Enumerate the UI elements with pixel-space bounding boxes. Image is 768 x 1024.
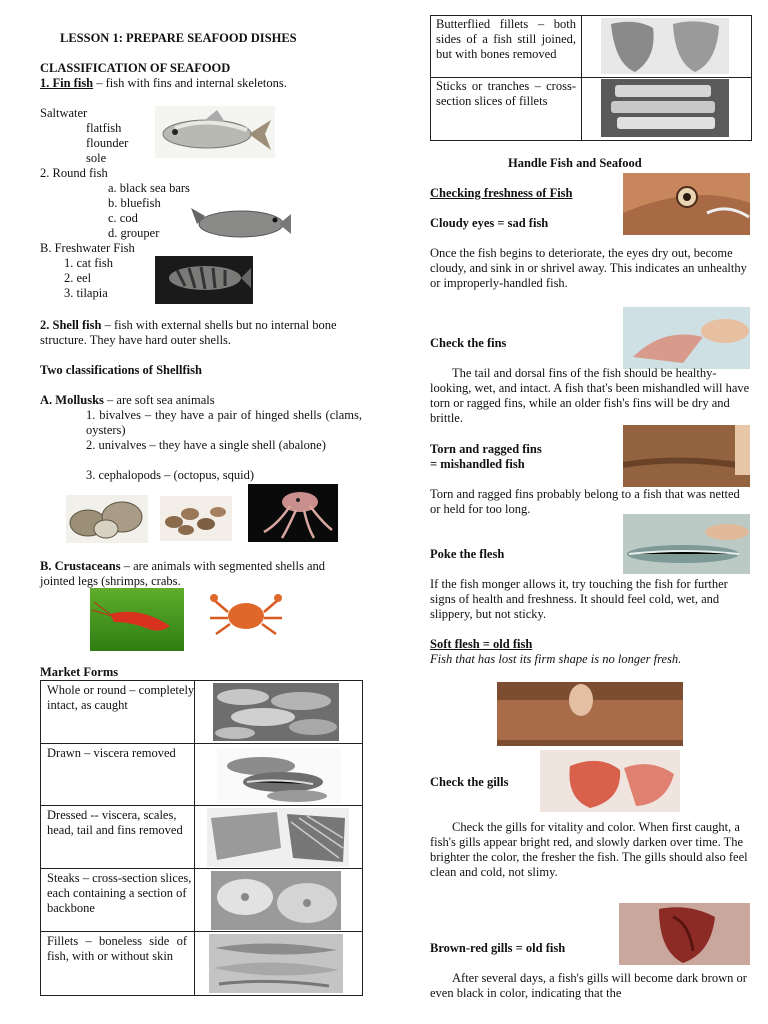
list-item: 1. cat fish <box>64 256 113 270</box>
fish-fins-image <box>623 307 750 369</box>
table-cell: Drawn – viscera removed <box>47 746 176 760</box>
table-cell: Fillets – boneless side of fish, with or without skin <box>47 934 187 963</box>
mollusks-def: – are soft sea animals <box>103 393 215 407</box>
table-cell: Steaks – cross-section slices, each containing a section of backbone <box>47 871 192 915</box>
brown-gills-text: After several days, a fish's gills will become dark brown or even black in color, indicating that the <box>430 971 747 1000</box>
fillets-image <box>209 934 343 993</box>
gills-image <box>540 750 680 812</box>
torn-fins-heading-2: = mishandled fish <box>430 457 525 471</box>
table-row <box>41 681 362 743</box>
clams-image <box>160 496 232 541</box>
poke-flesh-text: If the fish monger allows it, try touching the fish for further signs of health and freshness. It should feel cold, wet, and slippery, but not sticky. <box>430 577 728 621</box>
fish-eye-image <box>623 173 750 235</box>
mollusks-line <box>40 393 215 408</box>
brown-gills-heading: Brown-red gills = old fish <box>430 941 566 955</box>
saltwater-fish-image <box>155 106 275 158</box>
list-item: d. grouper <box>108 226 160 240</box>
drawn-fish-image <box>217 748 341 804</box>
soft-flesh-heading: Soft flesh = old fish <box>430 637 533 651</box>
freshwater-label: B. Freshwater Fish <box>40 241 135 255</box>
fish-sticks-image <box>601 79 729 137</box>
classification-heading: CLASSIFICATION OF SEAFOOD <box>40 61 231 75</box>
fin-fish-label: 1. Fin fish <box>40 76 94 90</box>
crustaceans-paragraph <box>40 559 362 589</box>
check-fins-text: The tail and dorsal fins of the fish should be healthy-looking, wet, and intact. A fish that's been mishandled will have torn or ragged fins, while an older fish's fins will be dry and brittle. <box>430 366 750 425</box>
soft-flesh-image <box>497 682 683 746</box>
two-classifications-heading: Two classifications of Shellfish <box>40 363 202 377</box>
oysters-image <box>66 495 148 543</box>
handle-heading: Handle Fish and Seafood <box>508 156 642 170</box>
table-cell: Butterflied fillets – both sides of a fish still joined, but with bones removed <box>436 17 576 61</box>
shell-fish-def: – fish with external shells but no internal bone structure. They have hard outer shells. <box>40 318 337 347</box>
crustaceans-def: – are animals with segmented shells and jointed legs (shrimps, crabs. <box>40 559 326 588</box>
torn-fins-heading-1: Torn and ragged fins <box>430 442 542 456</box>
poke-flesh-image <box>623 514 750 574</box>
mollusks-label: A. Mollusks <box>40 393 104 407</box>
list-item: 2. univalves – they have a single shell (abalone) <box>86 438 326 452</box>
shell-fish-paragraph <box>40 318 362 348</box>
freshness-heading: Checking freshness of Fish <box>430 186 573 200</box>
table-row <box>41 805 362 869</box>
list-item: 3. cephalopods – (octopus, squid) <box>86 468 255 482</box>
round-fish-image <box>183 196 293 246</box>
round-fish-label: 2. Round fish <box>40 166 108 180</box>
market-forms-heading: Market Forms <box>40 665 119 679</box>
crustaceans-label: B. Crustaceans <box>40 559 121 573</box>
table-row <box>41 868 362 932</box>
table-row <box>41 743 362 806</box>
table-row <box>41 931 362 995</box>
list-item: b. bluefish <box>108 196 161 210</box>
brown-gills-image <box>619 903 750 965</box>
crab-image <box>204 588 286 643</box>
list-item: flatfish <box>86 121 122 135</box>
table-cell: Sticks or tranches – cross-section slices of fillets <box>436 79 576 108</box>
torn-fins-text: Torn and ragged fins probably belong to a fish that was netted or held for too long. <box>430 487 740 516</box>
squid-image <box>248 484 338 542</box>
list-item: flounder <box>86 136 129 150</box>
market-forms-table <box>40 680 363 996</box>
fin-fish-def: – fish with fins and internal skeletons. <box>93 76 287 90</box>
cloudy-eyes-text: Once the fish begins to deteriorate, the eyes dry out, become cloudy, and sink in or shrivel away. This indicates an unhealthy or improperly-handled fish. <box>430 246 747 290</box>
saltwater-label: Saltwater <box>40 106 88 120</box>
table-cell: Whole or round – completely intact, as caught <box>47 683 195 712</box>
check-gills-heading: Check the gills <box>430 775 509 789</box>
shrimp-image <box>90 588 184 651</box>
list-item: c. cod <box>108 211 138 225</box>
poke-flesh-heading: Poke the flesh <box>430 547 505 561</box>
check-gills-text: Check the gills for vitality and color. When first caught, a fish's gills appear bright red, and slowly darken over time. The brighter the color, the fresher the fish. The gills should also feel clean and cold, not slimy. <box>430 820 748 879</box>
cloudy-eyes-heading: Cloudy eyes = sad fish <box>430 216 549 230</box>
butterflied-fillet-image <box>601 18 729 74</box>
list-item: 1. bivalves – they have a pair of hinged shells (clams, oysters) <box>86 408 362 437</box>
check-fins-heading: Check the fins <box>430 336 507 350</box>
table-cell: Dressed -- viscera, scales, head, tail and fins removed <box>47 808 183 837</box>
list-item: 2. eel <box>64 271 92 285</box>
freshwater-fish-image <box>155 256 253 304</box>
soft-flesh-text: Fish that has lost its firm shape is no longer fresh. <box>430 652 682 666</box>
torn-fins-image <box>623 425 750 487</box>
list-item: a. black sea bars <box>108 181 190 195</box>
list-item: 3. tilapia <box>64 286 108 300</box>
whole-fish-image <box>213 683 339 741</box>
lesson-title: LESSON 1: PREPARE SEAFOOD DISHES <box>60 31 297 45</box>
dressed-fish-image <box>207 808 349 867</box>
market-forms-table-continued <box>430 15 752 141</box>
list-item: sole <box>86 151 107 165</box>
fin-fish-line <box>40 76 287 91</box>
steaks-image <box>211 871 341 930</box>
shell-fish-label: 2. Shell fish <box>40 318 102 332</box>
